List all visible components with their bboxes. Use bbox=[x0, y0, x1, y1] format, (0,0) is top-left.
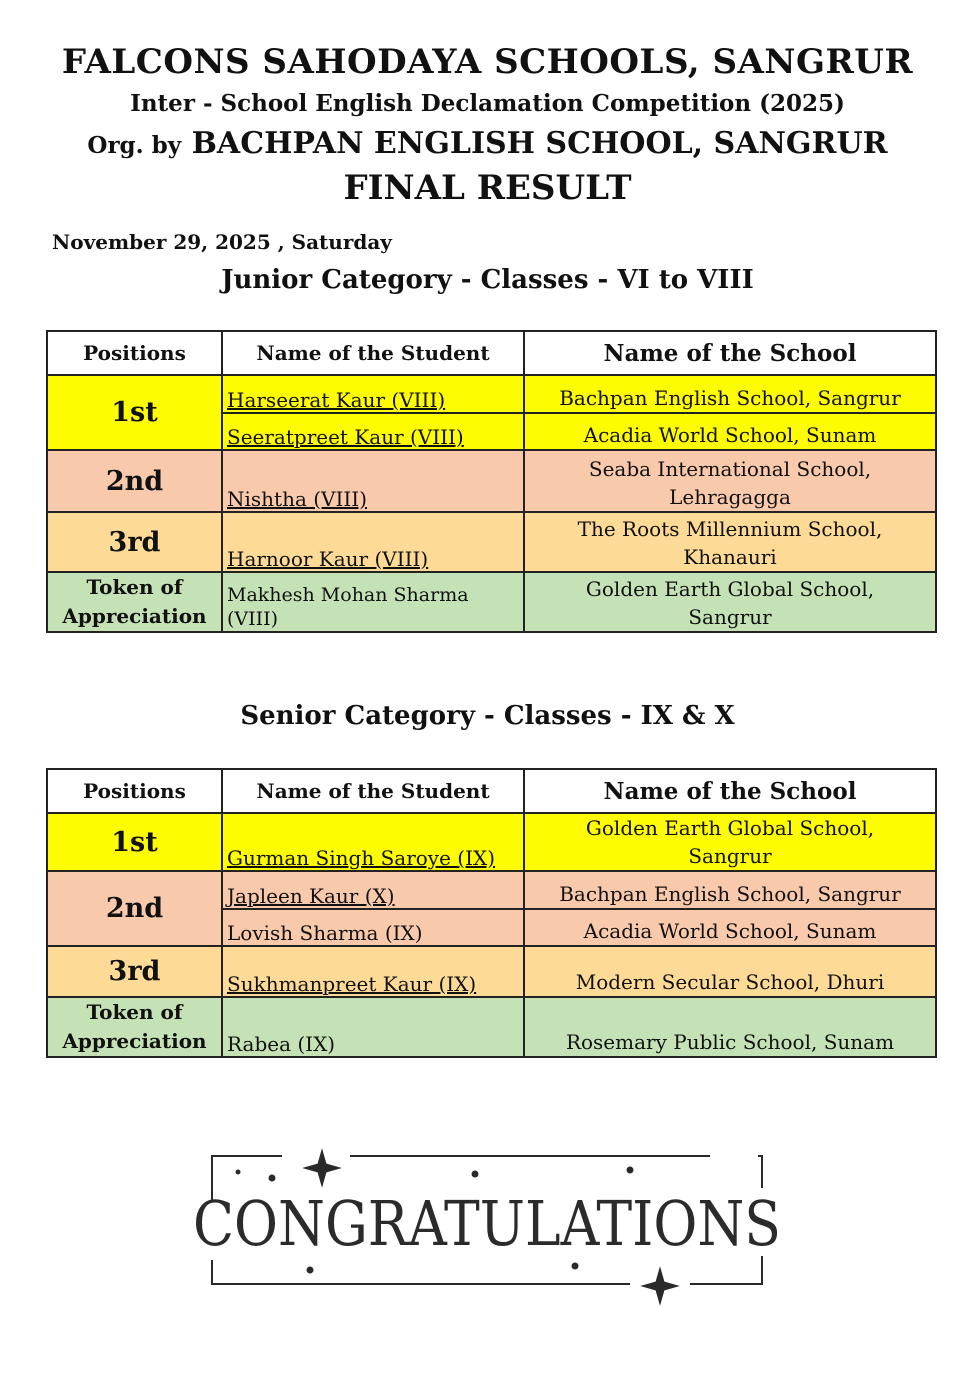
organizer-prefix: Org. by bbox=[87, 132, 182, 159]
position-cell: Token of Appreciation bbox=[47, 572, 222, 632]
small-star-icon bbox=[572, 1263, 578, 1269]
student-cell: Rabea (IX) bbox=[222, 997, 524, 1057]
position-cell: 1st bbox=[47, 375, 222, 450]
student-cell: Harseerat Kaur (VIII) bbox=[222, 375, 524, 413]
position-cell: 2nd bbox=[47, 871, 222, 946]
school-cell: The Roots Millennium School, Khanauri bbox=[524, 512, 936, 572]
organizer-line bbox=[0, 126, 975, 161]
junior-category-heading: Junior Category - Classes - VI to VIII bbox=[221, 265, 754, 295]
school-cell: Rosemary Public School, Sunam bbox=[524, 997, 936, 1057]
column-header-positions: Positions bbox=[47, 331, 222, 375]
junior-results-table bbox=[46, 330, 937, 633]
student-cell: Gurman Singh Saroye (IX) bbox=[222, 813, 524, 871]
column-header-school: Name of the School bbox=[524, 769, 936, 813]
table-row bbox=[47, 871, 936, 909]
table-row bbox=[47, 572, 936, 632]
column-header-positions: Positions bbox=[47, 769, 222, 813]
congratulations-text: CONGRATULATIONS bbox=[193, 1187, 781, 1260]
student-cell: Seeratpreet Kaur (VIII) bbox=[222, 413, 524, 450]
frame-corner-bottom-right bbox=[690, 1256, 762, 1284]
school-cell: Golden Earth Global School, Sangrur bbox=[524, 813, 936, 871]
table-header-row bbox=[47, 769, 936, 813]
frame-corner-top-right bbox=[758, 1156, 762, 1188]
position-cell: 3rd bbox=[47, 946, 222, 997]
organizer-name: BACHPAN ENGLISH SCHOOL, SANGRUR bbox=[191, 126, 888, 161]
table-row bbox=[47, 512, 936, 572]
column-header-school: Name of the School bbox=[524, 331, 936, 375]
large-star-icon bbox=[304, 1150, 340, 1186]
small-star-icon bbox=[269, 1175, 275, 1181]
position-cell: 2nd bbox=[47, 450, 222, 512]
small-star-icon bbox=[236, 1170, 240, 1174]
main-title: FALCONS SAHODAYA SCHOOLS, SANGRUR bbox=[61, 42, 914, 82]
school-cell: Bachpan English School, Sangrur bbox=[524, 375, 936, 413]
student-cell: Nishtha (VIII) bbox=[222, 450, 524, 512]
small-star-icon bbox=[307, 1267, 313, 1273]
column-header-student: Name of the Student bbox=[222, 331, 524, 375]
school-cell: Bachpan English School, Sangrur bbox=[524, 871, 936, 909]
column-header-student: Name of the Student bbox=[222, 769, 524, 813]
senior-results-table bbox=[46, 768, 937, 1058]
senior-category-heading: Senior Category - Classes - IX & X bbox=[240, 701, 735, 731]
student-cell: Sukhmanpreet Kaur (IX) bbox=[222, 946, 524, 997]
school-cell: Golden Earth Global School, Sangrur bbox=[524, 572, 936, 632]
final-result-heading: FINAL RESULT bbox=[343, 168, 632, 208]
school-cell: Modern Secular School, Dhuri bbox=[524, 946, 936, 997]
congratulations-banner bbox=[190, 1148, 790, 1313]
student-cell: Makhesh Mohan Sharma (VIII) bbox=[222, 572, 524, 632]
student-cell: Lovish Sharma (IX) bbox=[222, 909, 524, 946]
small-star-icon bbox=[627, 1167, 633, 1173]
student-cell: Japleen Kaur (X) bbox=[222, 871, 524, 909]
table-row bbox=[47, 375, 936, 413]
position-cell: 1st bbox=[47, 813, 222, 871]
table-row bbox=[47, 997, 936, 1057]
table-row bbox=[47, 813, 936, 871]
large-star-icon bbox=[642, 1268, 678, 1304]
table-row bbox=[47, 450, 936, 512]
school-cell: Acadia World School, Sunam bbox=[524, 413, 936, 450]
student-cell: Harnoor Kaur (VIII) bbox=[222, 512, 524, 572]
table-header-row bbox=[47, 331, 936, 375]
frame-bottom-line bbox=[212, 1260, 630, 1284]
table-row bbox=[47, 946, 936, 997]
competition-subtitle: Inter - School English Declamation Competition (2025) bbox=[130, 90, 845, 117]
position-cell: 3rd bbox=[47, 512, 222, 572]
small-star-icon bbox=[472, 1171, 478, 1177]
school-cell: Acadia World School, Sunam bbox=[524, 909, 936, 946]
position-cell: Token of Appreciation bbox=[47, 997, 222, 1057]
school-cell: Seaba International School, Lehragagga bbox=[524, 450, 936, 512]
event-date: November 29, 2025 , Saturday bbox=[52, 230, 392, 254]
